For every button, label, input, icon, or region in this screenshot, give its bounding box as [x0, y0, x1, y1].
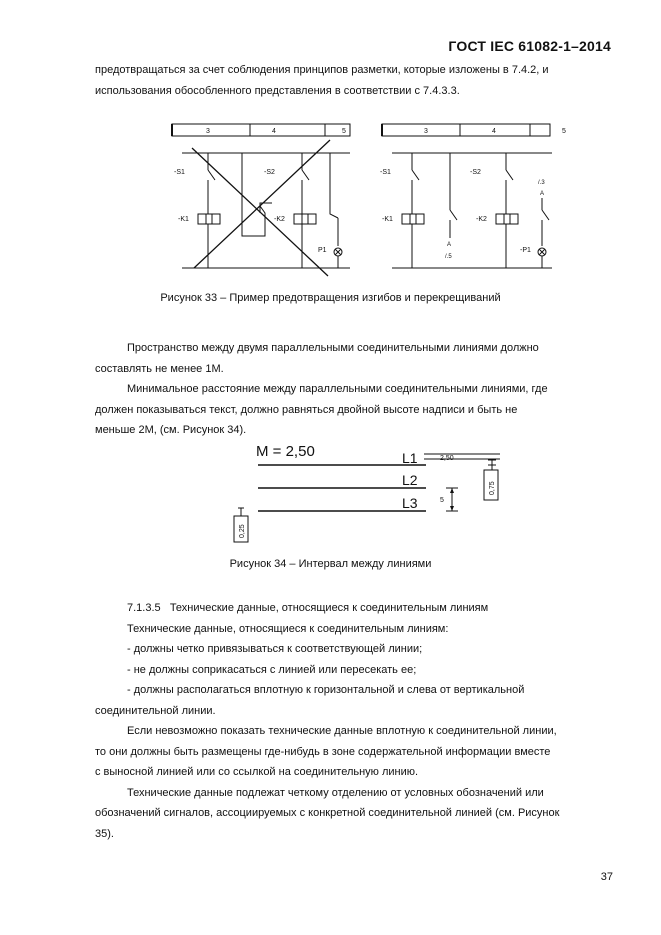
list-item-continuation: соединительной линии.	[95, 704, 216, 717]
figure-33-right	[380, 124, 566, 268]
label-k1: -K1	[178, 216, 189, 223]
contact-k1	[450, 210, 457, 220]
label-k2: -K2	[274, 216, 285, 223]
contact-k2	[542, 210, 549, 220]
switch-s2	[506, 170, 513, 180]
column-label: 4	[272, 128, 276, 135]
figure-34-caption: Рисунок 34 – Интервал между линиями	[229, 558, 432, 570]
dimension-025: 0,25	[239, 524, 246, 538]
ref-letter: A	[540, 191, 545, 197]
m-label: M = 2,50	[256, 443, 315, 460]
line-label-l2: L2	[402, 472, 418, 488]
paragraph-line: обозначений сигналов, ассоциируемых с конкретной соединительной линией (см. Рисунок	[95, 807, 560, 819]
switch-s2	[302, 170, 309, 180]
ref-number: /.3	[538, 180, 545, 186]
column-label: 3	[424, 128, 428, 135]
ref-number: /.5	[445, 254, 452, 260]
paragraph-line: меньше 2М, (см. Рисунок 34).	[95, 424, 247, 436]
label-s1: -S1	[380, 169, 391, 176]
switch-s1	[412, 170, 419, 180]
coil-k2	[496, 214, 518, 224]
dimension-075: 0,75	[489, 481, 496, 495]
column-label: 5	[562, 128, 566, 135]
paragraph-line: составлять не менее 1М.	[95, 362, 224, 375]
column-label: 5	[342, 128, 346, 135]
label-s2: -S2	[264, 169, 275, 176]
section-heading	[95, 598, 613, 619]
column-label: 3	[206, 128, 210, 135]
paragraph-line: Если невозможно показать технические данные вплотную к соединительной линии,	[127, 725, 557, 737]
switch-s1	[208, 170, 215, 180]
document-header: ГОСТ IEC 61082-1–2014	[448, 38, 611, 54]
paragraph-line: с выносной линией или со ссылкой на соединительную линию.	[95, 766, 419, 778]
page-number: 37	[600, 871, 613, 883]
section-7-1-3-5	[95, 598, 613, 844]
section-title: Технические данные, относящиеся к соединительным линиям	[169, 602, 489, 614]
column-ruler	[382, 124, 550, 136]
figure-34-diagram	[230, 436, 520, 548]
paragraph-line: 35).	[95, 827, 114, 840]
section-number: 7.1.3.5	[127, 602, 161, 614]
column-ruler	[172, 124, 350, 136]
paragraph-line: Минимальное расстояние между параллельными соединительными линиями, где	[127, 383, 548, 395]
list-item: - должны четко привязываться к соответствующей линии;	[127, 643, 423, 655]
paragraph-line: должен показываться текст, должно равняться двойной высоте надписи и быть не	[95, 403, 518, 416]
label-k1: -K1	[382, 216, 393, 223]
line-label-l3: L3	[402, 495, 418, 511]
intro-line: использования обособленного представления в соответствии с 7.4.3.3.	[95, 84, 460, 97]
coil-k1	[402, 214, 424, 224]
coil-k1	[198, 214, 220, 224]
label-s1: -S1	[174, 169, 185, 176]
paragraph-spacing	[95, 338, 613, 441]
figure-33-diagram	[160, 118, 566, 288]
list-item: - не должны соприкасаться с линией или пересекать ее;	[127, 663, 417, 676]
label-p1: P1	[318, 247, 327, 254]
paragraph-line: Технические данные подлежат четкому отделению от условных обозначений или	[127, 786, 544, 799]
paragraph-line: Пространство между двумя параллельными соединительными линиями должно	[127, 342, 539, 354]
label-k2: -K2	[476, 216, 487, 223]
ref-letter: A	[447, 242, 452, 248]
label-p1: -P1	[520, 247, 531, 254]
column-label: 4	[492, 128, 496, 135]
figure-33-caption: Рисунок 33 – Пример предотвращения изгибов и перекрещиваний	[160, 292, 501, 304]
section-lead: Технические данные, относящиеся к соединительным линиям:	[127, 622, 449, 635]
intro-line: предотвращаться за счет соблюдения принципов разметки, которые изложены в 7.4.2, и	[95, 64, 549, 76]
cross-out-line	[194, 140, 330, 268]
cross-out-line	[192, 148, 328, 276]
paragraph-line: то они должны быть размещены где-нибудь в зоне содержательной информации вместе	[95, 745, 551, 758]
coil-k2	[294, 214, 316, 224]
dimension-250: 2,50	[440, 455, 454, 462]
line-label-l1: L1	[402, 450, 418, 466]
figure-33-left	[172, 124, 350, 276]
label-s2: -S2	[470, 169, 481, 176]
list-item: - должны располагаться вплотную к горизонтальной и слева от вертикальной	[127, 684, 525, 696]
crossing-wire	[242, 153, 265, 236]
intro-paragraph	[95, 60, 613, 101]
dimension-5: 5	[440, 497, 444, 504]
